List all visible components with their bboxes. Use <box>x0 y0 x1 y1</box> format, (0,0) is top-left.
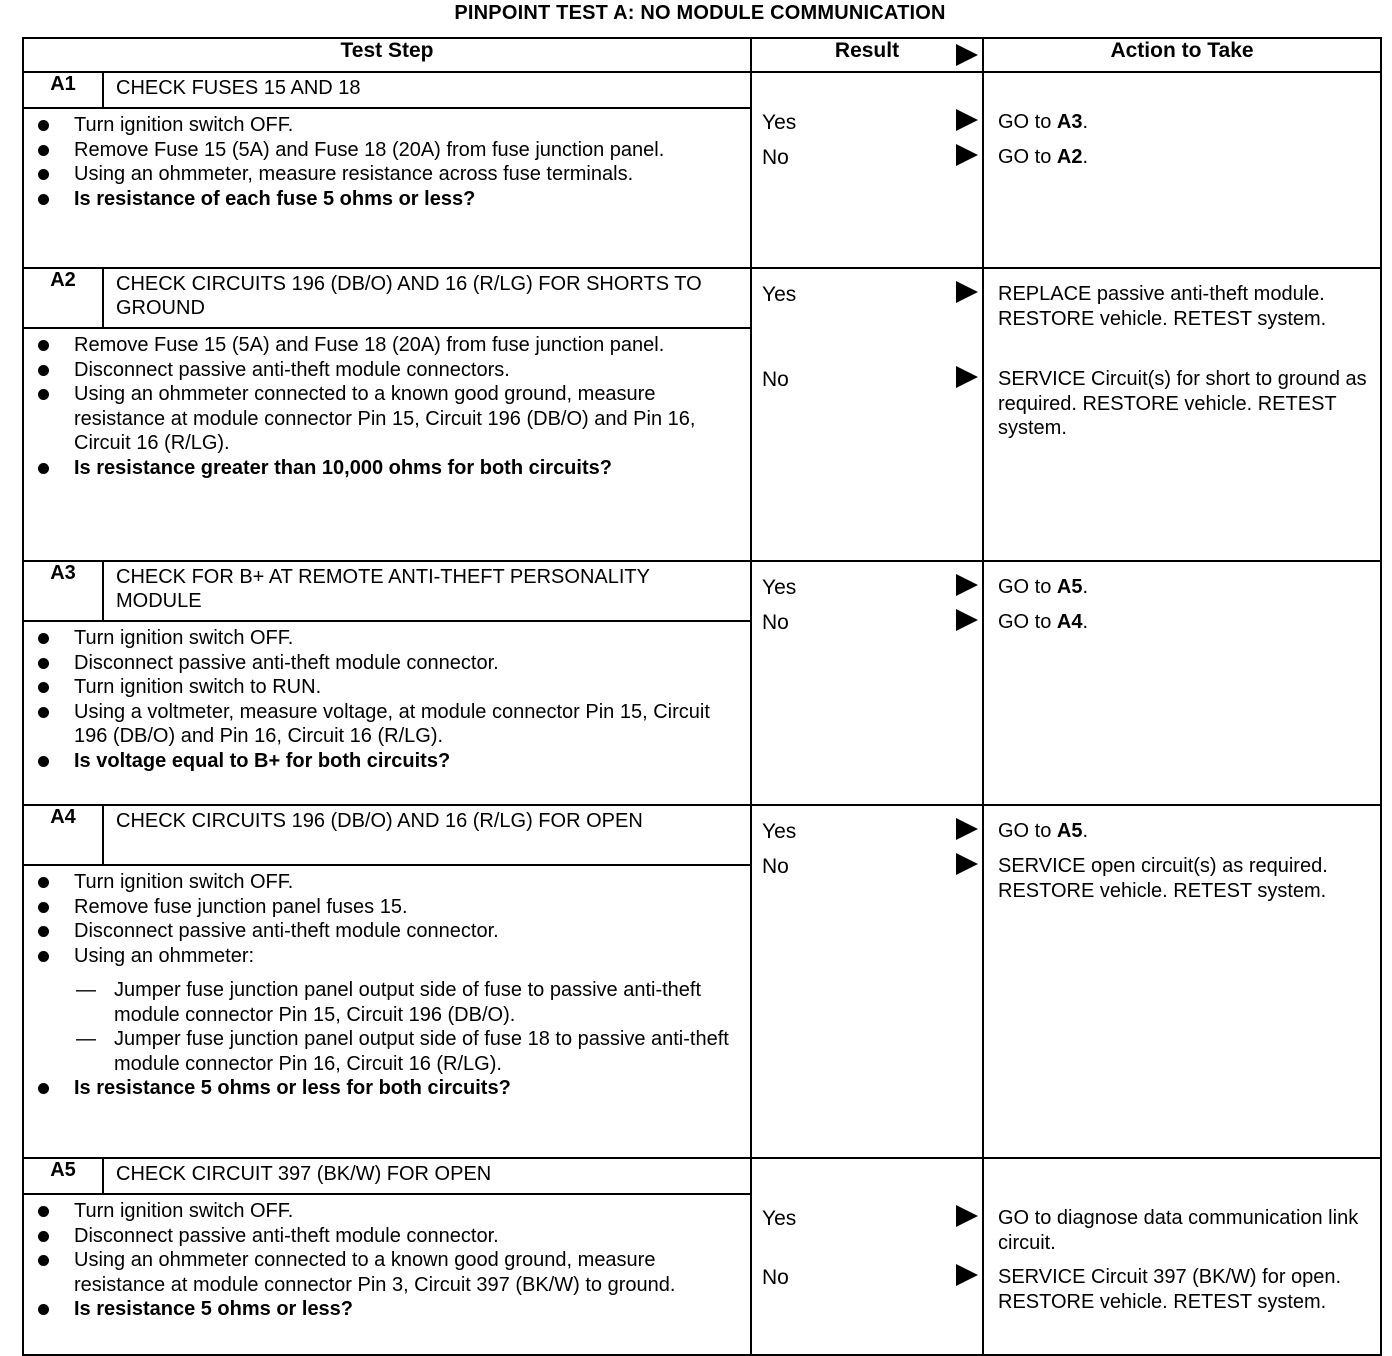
arrow-icon <box>956 1205 978 1233</box>
bullet-icon <box>38 1255 49 1266</box>
list-item <box>34 700 740 749</box>
step-results <box>751 72 983 268</box>
action-suffix: . <box>1082 576 1089 598</box>
bullet-icon <box>38 902 49 913</box>
arrow-icon <box>956 109 978 137</box>
arrow-icon <box>956 574 978 602</box>
bullet-icon <box>38 365 49 376</box>
list-item-text: Using a voltmeter, measure voltage, at module connector Pin 15, Circuit 196 (DB/O) and Pin 16, Circuit 16 (R/LG). <box>74 700 710 747</box>
list-item-text: Using an ohmmeter, measure resistance across fuse terminals. <box>74 163 634 185</box>
header-result <box>751 38 983 72</box>
list-item <box>34 870 740 895</box>
step-instructions <box>23 865 751 1158</box>
arrow-icon <box>956 1264 978 1292</box>
step-instructions <box>23 328 751 561</box>
action-text <box>998 575 1370 600</box>
bullet-icon <box>38 1231 49 1242</box>
action-step-ref: A5 <box>1056 576 1083 598</box>
step-instructions <box>23 621 751 805</box>
list-item-text: Turn ignition switch OFF. <box>74 871 294 893</box>
header-result-label: Result <box>834 39 900 62</box>
step-results <box>751 1158 983 1355</box>
page-title: PINPOINT TEST A: NO MODULE COMMUNICATION <box>454 2 946 24</box>
action-prefix: GO to <box>998 611 1057 633</box>
step-question <box>34 456 740 481</box>
bullet-icon <box>38 1206 49 1217</box>
step-actions <box>983 805 1381 1158</box>
bullet-list <box>34 626 740 749</box>
action-prefix: SERVICE open circuit(s) as required. RESTORE vehicle. RETEST system. <box>998 855 1328 902</box>
step-instructions <box>23 108 751 268</box>
list-item-text: Remove Fuse 15 (5A) and Fuse 18 (20A) from fuse junction panel. <box>74 334 665 356</box>
action-prefix: GO to <box>998 146 1057 168</box>
list-item-text: Turn ignition switch OFF. <box>74 1200 294 1222</box>
result-label: Yes <box>762 820 797 843</box>
list-item <box>34 358 740 383</box>
list-item <box>34 162 740 187</box>
list-item <box>34 895 740 920</box>
question-text: Is resistance greater than 10,000 ohms for both circuits? <box>74 456 612 479</box>
action-text <box>998 110 1370 135</box>
step-actions <box>983 72 1381 268</box>
action-text <box>998 1206 1370 1255</box>
sub-step-item <box>74 1027 740 1076</box>
header-action: Action to Take <box>983 38 1381 72</box>
action-prefix: SERVICE Circuit(s) for short to ground as required. RESTORE vehicle. RETEST system. <box>998 368 1367 439</box>
list-item-text: Remove fuse junction panel fuses 15. <box>74 895 408 918</box>
action-step-ref: A4 <box>1056 611 1083 633</box>
result-label: Yes <box>762 111 797 134</box>
bullet-icon <box>38 951 49 962</box>
bullet-icon <box>38 120 49 131</box>
bullet-icon <box>38 1304 49 1315</box>
sub-step-text: Jumper fuse junction panel output side of fuse 18 to passive anti-theft module connector Pin 16, Circuit 16 (R/LG). <box>114 1028 729 1075</box>
step-title-row <box>23 561 1381 621</box>
result-label: No <box>762 146 789 169</box>
list-item-text: Turn ignition switch OFF. <box>74 627 294 649</box>
bullet-icon <box>38 682 49 693</box>
action-text <box>998 854 1370 903</box>
arrow-icon <box>956 144 978 172</box>
bullet-list <box>34 333 740 456</box>
list-item-text: Turn ignition switch to RUN. <box>74 676 322 698</box>
action-suffix: . <box>1082 820 1089 842</box>
action-prefix: GO to <box>998 576 1057 598</box>
question-text: Is resistance 5 ohms or less? <box>74 1298 354 1320</box>
arrow-icon <box>956 44 978 72</box>
bullet-icon <box>38 756 49 767</box>
action-step-ref: A5 <box>1056 820 1083 842</box>
pinpoint-test-table <box>22 37 1382 1356</box>
list-item <box>34 626 740 651</box>
arrow-icon <box>956 281 978 309</box>
step-instructions <box>23 1194 751 1355</box>
list-item <box>34 651 740 676</box>
step-results <box>751 561 983 805</box>
list-item-text: Disconnect passive anti-theft module connector. <box>74 920 499 942</box>
bullet-list <box>34 870 740 968</box>
action-text <box>998 282 1370 331</box>
bullet-icon <box>38 877 49 888</box>
list-item-text: Disconnect passive anti-theft module connectors. <box>74 358 510 381</box>
sub-step-text: Jumper fuse junction panel output side of fuse to passive anti-theft module connector Pin 15, Circuit 196 (DB/O). <box>114 979 702 1026</box>
list-item <box>34 675 740 700</box>
list-item <box>34 138 740 163</box>
result-label: No <box>762 855 789 878</box>
step-id: A2 <box>23 268 103 328</box>
list-item <box>34 333 740 358</box>
step-actions <box>983 561 1381 805</box>
list-item-text: Using an ohmmeter connected to a known good ground, measure resistance at module connector Pin 15, Circuit 196 (DB/O) and Pin 16, Circuit 16 (R/LG). <box>74 383 696 454</box>
action-text <box>998 819 1370 844</box>
step-title-row <box>23 268 1381 328</box>
list-item-text: Turn ignition switch OFF. <box>74 114 294 136</box>
step-title-row <box>23 805 1381 865</box>
action-prefix: REPLACE passive anti-theft module. RESTORE vehicle. RETEST system. <box>998 283 1327 330</box>
step-id: A4 <box>23 805 103 865</box>
step-title: CHECK CIRCUITS 196 (DB/O) AND 16 (R/LG) FOR SHORTS TO GROUND <box>103 268 751 328</box>
step-question <box>34 749 740 774</box>
arrow-icon <box>956 818 978 846</box>
list-item <box>34 113 740 138</box>
bullet-icon <box>38 926 49 937</box>
list-item-text: Disconnect passive anti-theft module connector. <box>74 1224 499 1247</box>
list-item <box>34 1248 740 1297</box>
bullet-icon <box>38 169 49 180</box>
bullet-list <box>34 1199 740 1297</box>
step-title: CHECK FOR B+ AT REMOTE ANTI-THEFT PERSONALITY MODULE <box>103 561 751 621</box>
step-actions <box>983 268 1381 561</box>
result-label: No <box>762 368 789 391</box>
step-question <box>34 1297 740 1322</box>
action-suffix: . <box>1082 611 1089 633</box>
sub-step-item <box>74 978 740 1027</box>
step-title: CHECK CIRCUITS 196 (DB/O) AND 16 (R/LG) FOR OPEN <box>103 805 751 865</box>
result-label: Yes <box>762 1207 797 1230</box>
action-prefix: GO to <box>998 820 1057 842</box>
step-title: CHECK CIRCUIT 397 (BK/W) FOR OPEN <box>103 1158 751 1194</box>
action-text <box>998 367 1370 441</box>
bullet-icon <box>38 194 49 205</box>
arrow-icon <box>956 853 978 881</box>
step-actions <box>983 1158 1381 1355</box>
bullet-icon <box>38 145 49 156</box>
list-item <box>34 1199 740 1224</box>
list-item-text: Using an ohmmeter connected to a known good ground, measure resistance at module connector Pin 3, Circuit 397 (BK/W) to ground. <box>74 1249 676 1296</box>
action-text <box>998 145 1370 170</box>
step-id: A3 <box>23 561 103 621</box>
result-label: No <box>762 1266 789 1289</box>
list-item-text: Remove Fuse 15 (5A) and Fuse 18 (20A) from fuse junction panel. <box>74 138 665 161</box>
dash-icon: — <box>76 1028 96 1050</box>
action-suffix: . <box>1082 111 1089 133</box>
list-item <box>34 382 740 456</box>
question-text: Is voltage equal to B+ for both circuits? <box>74 749 451 772</box>
bullet-icon <box>38 389 49 400</box>
list-item <box>34 1224 740 1249</box>
list-item <box>34 944 740 969</box>
list-item <box>34 919 740 944</box>
bullet-icon <box>38 658 49 669</box>
action-prefix: GO to diagnose data communication link circuit. <box>998 1207 1359 1254</box>
question-text: Is resistance 5 ohms or less for both circuits? <box>74 1077 511 1099</box>
bullet-icon <box>38 633 49 644</box>
arrow-icon <box>956 366 978 394</box>
bullet-icon <box>38 463 49 474</box>
result-label: No <box>762 611 789 634</box>
result-label: Yes <box>762 576 797 599</box>
step-title-row <box>23 72 1381 108</box>
action-prefix: GO to <box>998 111 1057 133</box>
list-item-text: Using an ohmmeter: <box>74 944 255 967</box>
action-text <box>998 1265 1370 1314</box>
bullet-icon <box>38 707 49 718</box>
step-title-row <box>23 1158 1381 1194</box>
bullet-icon <box>38 1083 49 1094</box>
action-step-ref: A3 <box>1056 111 1083 133</box>
step-question <box>34 187 740 212</box>
bullet-icon <box>38 340 49 351</box>
action-prefix: SERVICE Circuit 397 (BK/W) for open. RESTORE vehicle. RETEST system. <box>998 1266 1342 1313</box>
step-id: A5 <box>23 1158 103 1194</box>
action-step-ref: A2 <box>1056 146 1083 168</box>
action-suffix: . <box>1082 146 1089 168</box>
header-test-step: Test Step <box>23 38 751 72</box>
sub-step-list <box>34 978 740 1076</box>
list-item-text: Disconnect passive anti-theft module connector. <box>74 651 499 674</box>
step-question <box>34 1076 740 1101</box>
step-id: A1 <box>23 72 103 108</box>
bullet-list <box>34 113 740 187</box>
action-text <box>998 610 1370 635</box>
step-title: CHECK FUSES 15 AND 18 <box>103 72 751 108</box>
result-label: Yes <box>762 283 797 306</box>
arrow-icon <box>956 609 978 637</box>
dash-icon: — <box>76 979 96 1001</box>
step-results <box>751 805 983 1158</box>
step-results <box>751 268 983 561</box>
question-text: Is resistance of each fuse 5 ohms or less? <box>74 187 476 210</box>
